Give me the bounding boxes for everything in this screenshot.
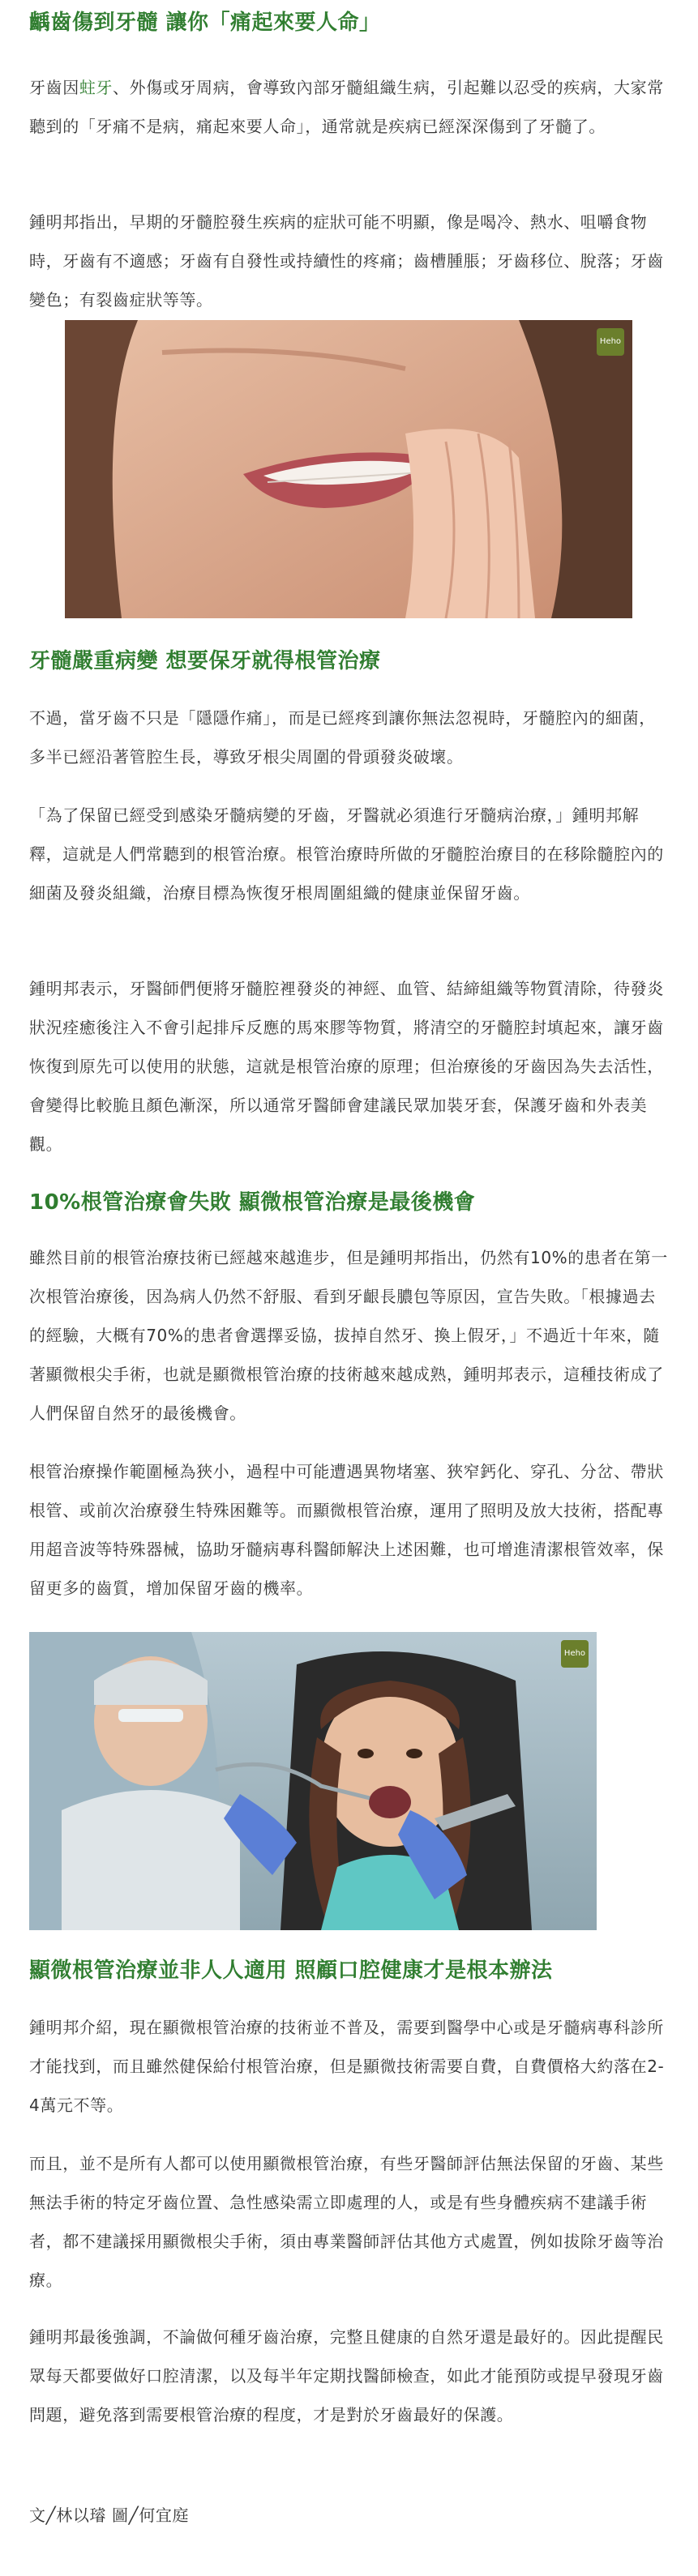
paragraph: 鍾明邦介紹，現在顯微根管治療的技術並不普及，需要到醫學中心或是牙髓病專科診所才能找到，而且雖然健保給付根管治療，但是顯微技術需要自費，自費價格大約落在2-4萬元不等。 [29,2018,665,2115]
heho-logo-badge: Heho [561,1640,589,1668]
author-credit: 文╱林以璿 圖╱何宜庭 [29,2506,190,2525]
dentist-child-photo [29,1632,597,1930]
paragraph: 鍾明邦最後強調，不論做何種牙齒治療，完整且健康的自然牙還是最好的。因此提醒民眾每天都要做好口腔清潔，以及每半年定期找醫師檢查，如此才能預防或提早發現牙齒問題，避免落到需要根管治療的程度，才是對於牙齒最好的保護。 [29,2327,664,2424]
toothache-woman-illustration [65,320,632,618]
dentist-child-illustration [29,1632,597,1930]
tooth-decay-link[interactable]: 蛀牙 [79,78,113,97]
paragraph: 鍾明邦表示，牙醫師們便將牙髓腔裡發炎的神經、血管、結締組織等物質清除，待發炎狀況痊癒後注入不會引起排斥反應的馬來膠等物質，將清空的牙髓腔封填起來，讓牙齒恢復到原先可以使用的狀態，這就是根管治療的原理；但治療後的牙齒因為失去活性，會變得比較脆且顏色漸深，所以通常牙醫師會建議民眾加裝牙套，保護牙齒和外表美觀。 [29,979,664,1154]
paragraph: 「為了保留已經受到感染牙髓病變的牙齒，牙醫就必須進行牙髓病治療，」鍾明邦解釋，這就是人們常聽到的根管治療。根管治療時所做的牙髓腔治療目的在移除髓腔內的細菌及發炎組織，治療目標為恢復牙根周圍組織的健康並保留牙齒。 [29,805,664,903]
toothache-woman-photo [65,320,632,618]
paragraph: 根管治療操作範圍極為狹小，過程中可能遭遇異物堵塞、狹窄鈣化、穿孔、分岔、帶狀根管、或前次治療發生特殊困難等。而顯微根管治療，運用了照明及放大技術，搭配專用超音波等特殊器械，協助牙髓病專科醫師解決上述困難，也可增進清潔根管效率，保留更多的齒質，增加保留牙齒的機率。 [29,1462,664,1598]
heho-logo-badge: Heho [597,328,624,356]
paragraph-text: 、外傷或牙周病，會導致內部牙髓組織生病，引起難以忍受的疾病，大家常聽到的「牙痛不是病，痛起來要人命」，通常就是疾病已經深深傷到了牙髓了。 [29,78,664,136]
paragraph: 雖然目前的根管治療技術已經越來越進步，但是鍾明邦指出，仍然有10%的患者在第一次根管治療後，因為病人仍然不舒服、看到牙齦長膿包等原因，宣告失敗。「根據過去的經驗，大概有70%的患者會選擇妥協，拔掉自然牙、換上假牙，」不過近十年來，隨著顯微根尖手術，也就是顯微根管治療的技術越來越成熟，鍾明邦表示，這種技術成了人們保留自然牙的最後機會。 [29,1248,668,1423]
section-heading-pulp-damage: 齲齒傷到牙髓 讓你「痛起來要人命」 [29,11,381,35]
paragraph: 而且，並不是所有人都可以使用顯微根管治療，有些牙醫師評估無法保留的牙齒、某些無法手術的特定牙齒位置、急性感染需立即處理的人，或是有些身體疾病不建議手術者，都不建議採用顯微根尖手術，須由專業醫師評估其他方式處置，例如拔除牙齒等治療。 [29,2154,664,2290]
section-heading-root-canal: 牙髓嚴重病變 想要保牙就得根管治療 [29,649,381,673]
paragraph: 鍾明邦指出，早期的牙髓腔發生疾病的症狀可能不明顯，像是喝冷、熱水、咀嚼食物時，牙齒有不適感；牙齒有自發性或持續性的疼痛；齒槽腫脹；牙齒移位、脫落；牙齒變色；有裂齒症狀等等。 [29,212,664,310]
section-heading-oral-health: 顯微根管治療並非人人適用 照顧口腔健康才是根本辦法 [29,1959,553,1983]
paragraph-text: 牙齒因 [29,78,79,97]
section-heading-microscopic-root-canal: 10%根管治療會失敗 顯微根管治療是最後機會 [29,1190,476,1215]
paragraph: 不過，當牙齒不只是「隱隱作痛」，而是已經疼到讓你無法忽視時，牙髓腔內的細菌，多半已經沿著管腔生長，導致牙根尖周圍的骨頭發炎破壞。 [29,708,656,767]
paragraph [29,68,669,146]
